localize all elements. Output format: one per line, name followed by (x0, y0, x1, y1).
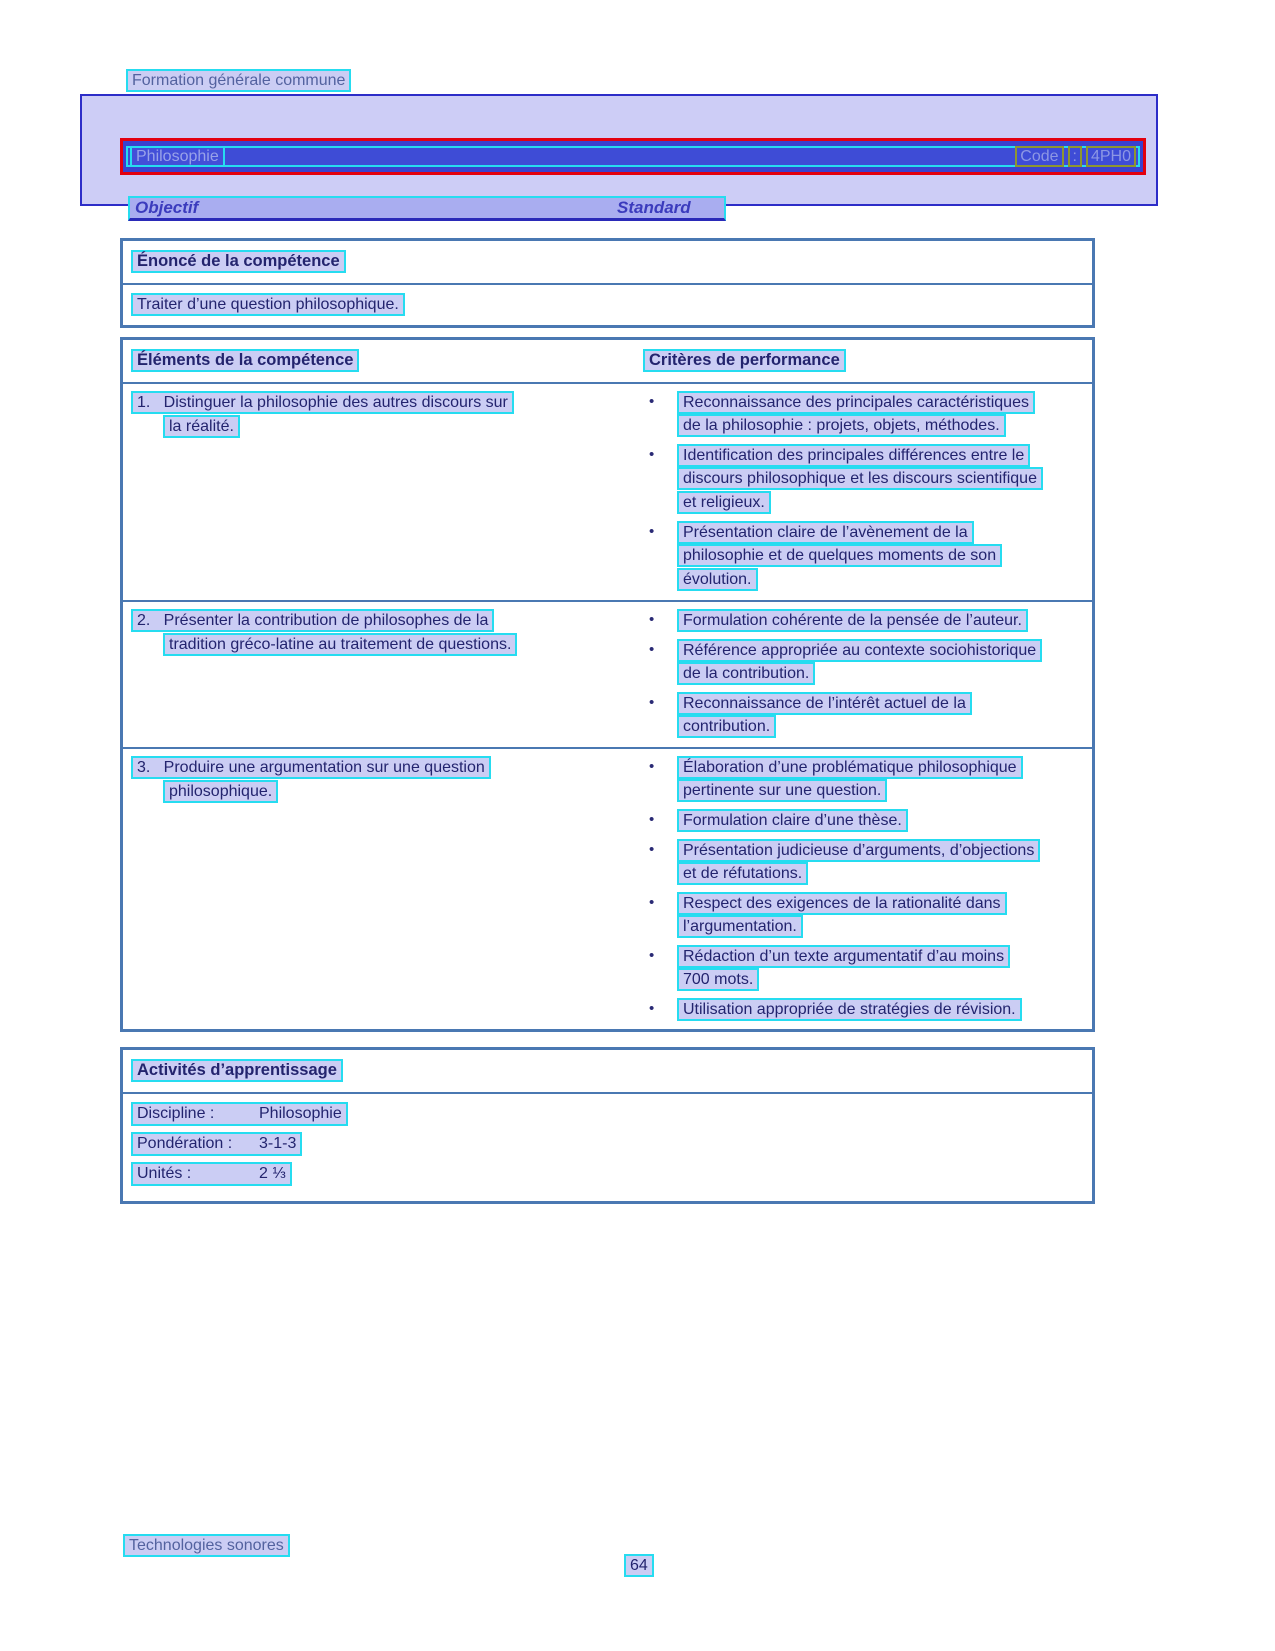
criteria-item (643, 809, 1086, 832)
list-item (131, 1102, 1084, 1126)
competence-table (120, 337, 1095, 1032)
competence-header-row (123, 340, 1092, 384)
criteria-item (643, 998, 1086, 1021)
criteria-item (643, 639, 1086, 685)
bullet-icon: • (649, 758, 655, 775)
unites-label: Unités : (137, 1165, 192, 1182)
activites-table (120, 1047, 1095, 1204)
bullet-icon: • (649, 1000, 655, 1017)
activites-header (123, 1050, 1092, 1094)
enonce-header (123, 241, 1092, 285)
code-value: 4PH0 (1086, 146, 1136, 167)
element-line: tradition gréco-latine au traitement de questions. (163, 633, 517, 656)
element-line: 3. Produire une argumentation sur une question (131, 756, 491, 779)
breadcrumb: Formation générale commune (126, 69, 351, 92)
criteria-item (643, 839, 1086, 885)
ponderation-row (131, 1132, 302, 1156)
criteria-line: 700 mots. (677, 968, 759, 991)
element-line: philosophique. (163, 780, 278, 803)
criteria-line: l’argumentation. (677, 915, 803, 938)
criteria-item (643, 444, 1086, 514)
bullet-icon: • (649, 811, 655, 828)
activites-title: Activités d’apprentissage (131, 1059, 343, 1082)
bullet-icon: • (649, 841, 655, 858)
bullet-icon: • (649, 894, 655, 911)
criteria-item (643, 892, 1086, 938)
criteria-line: Formulation cohérente de la pensée de l’auteur. (677, 609, 1028, 632)
list-item (131, 1162, 1084, 1186)
elements-column-header: Éléments de la compétence (131, 349, 359, 372)
criteria-cell (617, 756, 1092, 1021)
criteria-line: Respect des exigences de la rationalité dans (677, 892, 1007, 915)
criteria-item (643, 945, 1086, 991)
criteria-line: Formulation claire d’une thèse. (677, 809, 908, 832)
table-row (123, 384, 1092, 600)
bullet-icon: • (649, 694, 655, 711)
criteria-line: évolution. (677, 568, 758, 591)
course-code (1015, 146, 1136, 167)
enonce-body (123, 285, 1092, 325)
unites-value: 2 ⅓ (259, 1165, 286, 1182)
bullet-icon: • (649, 393, 655, 410)
element-line: 1. Distinguer la philosophie des autres discours sur (131, 391, 514, 414)
criteria-line: philosophie et de quelques moments de son (677, 544, 1002, 567)
enonce-title: Énoncé de la compétence (131, 250, 346, 273)
course-code-bar-line (126, 146, 1140, 167)
page-number: 64 (624, 1554, 654, 1577)
criteria-line: Élaboration d’une problématique philosophique (677, 756, 1023, 779)
discipline-value: Philosophie (259, 1105, 342, 1122)
unites-row (131, 1162, 292, 1186)
bullet-icon: • (649, 611, 655, 628)
course-code-bar (120, 138, 1146, 175)
ponderation-label: Pondération : (137, 1135, 233, 1152)
discipline-label: Discipline : (137, 1105, 215, 1122)
element-line: la réalité. (163, 415, 240, 438)
criteria-line: Présentation judicieuse d’arguments, d’objections (677, 839, 1040, 862)
table-row (123, 747, 1092, 1029)
criteria-line: Identification des principales différences entre le (677, 444, 1030, 467)
criteria-line: Utilisation appropriée de stratégies de révision. (677, 998, 1022, 1021)
criteria-line: Rédaction d’un texte argumentatif d’au moins (677, 945, 1010, 968)
criteria-line: Reconnaissance de l’intérêt actuel de la (677, 692, 972, 715)
criteria-line: contribution. (677, 715, 776, 738)
bullet-icon: • (649, 947, 655, 964)
criteria-cell (617, 391, 1092, 592)
course-title: Philosophie (130, 146, 225, 167)
activites-body (123, 1094, 1092, 1201)
criteria-item (643, 609, 1086, 632)
element-cell (123, 391, 617, 592)
list-item (131, 1132, 1084, 1156)
criteria-item (643, 756, 1086, 802)
criteria-line: discours philosophique et les discours scientifique (677, 467, 1043, 490)
code-label: Code (1015, 146, 1063, 167)
criteria-item (643, 521, 1086, 591)
criteria-item (643, 692, 1086, 738)
bullet-icon: • (649, 446, 655, 463)
enonce-table (120, 238, 1095, 328)
criteres-column-header: Critères de performance (643, 349, 846, 372)
standard-heading: Standard (617, 198, 691, 217)
bullet-icon: • (649, 523, 655, 540)
element-cell (123, 609, 617, 739)
ponderation-value: 3-1-3 (259, 1135, 297, 1152)
code-separator: : (1068, 146, 1082, 167)
enonce-statement: Traiter d’une question philosophique. (131, 293, 405, 316)
bullet-icon: • (649, 641, 655, 658)
table-row (123, 600, 1092, 747)
criteria-line: Présentation claire de l’avènement de la (677, 521, 974, 544)
criteria-line: et religieux. (677, 491, 771, 514)
criteria-line: et de réfutations. (677, 862, 808, 885)
criteria-line: de la contribution. (677, 662, 815, 685)
criteria-line: Reconnaissance des principales caractéristiques (677, 391, 1035, 414)
criteria-line: pertinente sur une question. (677, 779, 887, 802)
element-line: 2. Présenter la contribution de philosophes de la (131, 609, 494, 632)
footer-section-label: Technologies sonores (123, 1534, 290, 1557)
discipline-row (131, 1102, 348, 1126)
criteria-item (643, 391, 1086, 437)
element-cell (123, 756, 617, 1021)
criteria-cell (617, 609, 1092, 739)
criteria-line: de la philosophie : projets, objets, méthodes. (677, 414, 1006, 437)
objectif-standard-row (128, 196, 726, 221)
objectif-heading: Objectif (135, 198, 199, 217)
criteria-line: Référence appropriée au contexte sociohistorique (677, 639, 1042, 662)
